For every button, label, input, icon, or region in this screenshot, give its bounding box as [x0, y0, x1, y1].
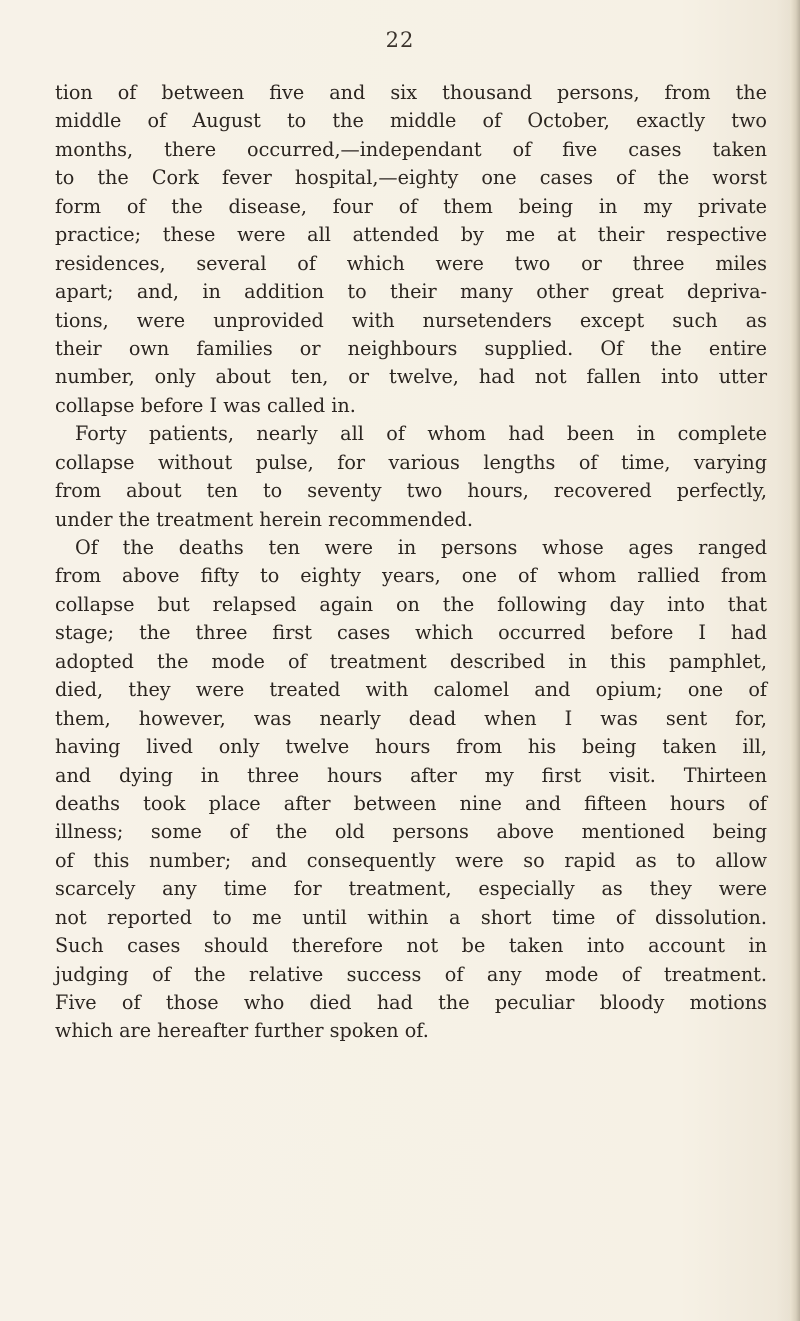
text-line: under the treatment herein recommended. [55, 507, 474, 531]
text-line: them, however, was nearly dead when I was sent for, [55, 706, 767, 730]
text-line: of this number; and consequently were so rapid as to allow [55, 848, 767, 872]
text-line: deaths took place after between nine and fifteen hours of [55, 791, 767, 815]
text-line: apart; and, in addition to their many other great depriva- [55, 280, 767, 304]
text-line: died, they were treated with calomel and opium; one of [55, 678, 767, 702]
text-line: months, there occurred,—independant of five cases taken [55, 137, 767, 161]
text-line: from about ten to seventy two hours, recovered perfectly, [55, 479, 767, 503]
body-text [55, 79, 767, 1046]
text-line: not reported to me until within a short time of dissolution. [55, 905, 767, 929]
page-edge [790, 0, 800, 1321]
text-line: adopted the mode of treatment described in this pamphlet, [55, 649, 767, 673]
paragraph [55, 79, 767, 420]
text-line: number, only about ten, or twelve, had not fallen into utter [55, 365, 767, 389]
text-line: from above fifty to eighty years, one of whom rallied from [55, 564, 767, 588]
text-line: judging of the relative success of any mode of treatment. [55, 962, 767, 986]
text-line: Forty patients, nearly all of whom had been in complete [75, 422, 767, 446]
text-line: having lived only twelve hours from his being taken ill, [55, 735, 767, 759]
text-line: Five of those who died had the peculiar bloody motions [55, 991, 767, 1014]
text-line: and dying in three hours after my first visit. Thirteen [55, 763, 767, 787]
text-line: tion of between five and six thousand persons, from the [55, 81, 767, 104]
text-line: collapse but relapsed again on the following day into that [55, 592, 767, 616]
text-line: practice; these were all attended by me at their respective [55, 223, 767, 247]
text-line: illness; some of the old persons above mentioned being [55, 820, 767, 844]
text-line: middle of August to the middle of October, exactly two [55, 109, 767, 133]
paragraph [55, 534, 767, 1046]
text-line: scarcely any time for treatment, especially as they were [55, 877, 767, 901]
text-line: which are hereafter further spoken of. [55, 1019, 429, 1043]
text-line: Such cases should therefore not be taken into account in [55, 934, 767, 958]
text-line: their own families or neighbours supplied. Of the entire [55, 336, 767, 360]
text-line: residences, several of which were two or three miles [55, 251, 767, 275]
text-line: collapse before I was called in. [55, 393, 356, 417]
text-line: tions, were unprovided with nursetenders except such as [55, 308, 767, 332]
text-line: to the Cork fever hospital,—eighty one cases of the worst [55, 166, 767, 190]
text-line: form of the disease, four of them being in my private [55, 194, 767, 218]
text-line: Of the deaths ten were in persons whose ages ranged [75, 536, 767, 559]
text-line: collapse without pulse, for various lengths of time, varying [55, 450, 767, 474]
page-number: 22 [385, 28, 415, 52]
paragraph [55, 420, 767, 534]
text-line: stage; the three first cases which occurred before I had [55, 621, 767, 645]
